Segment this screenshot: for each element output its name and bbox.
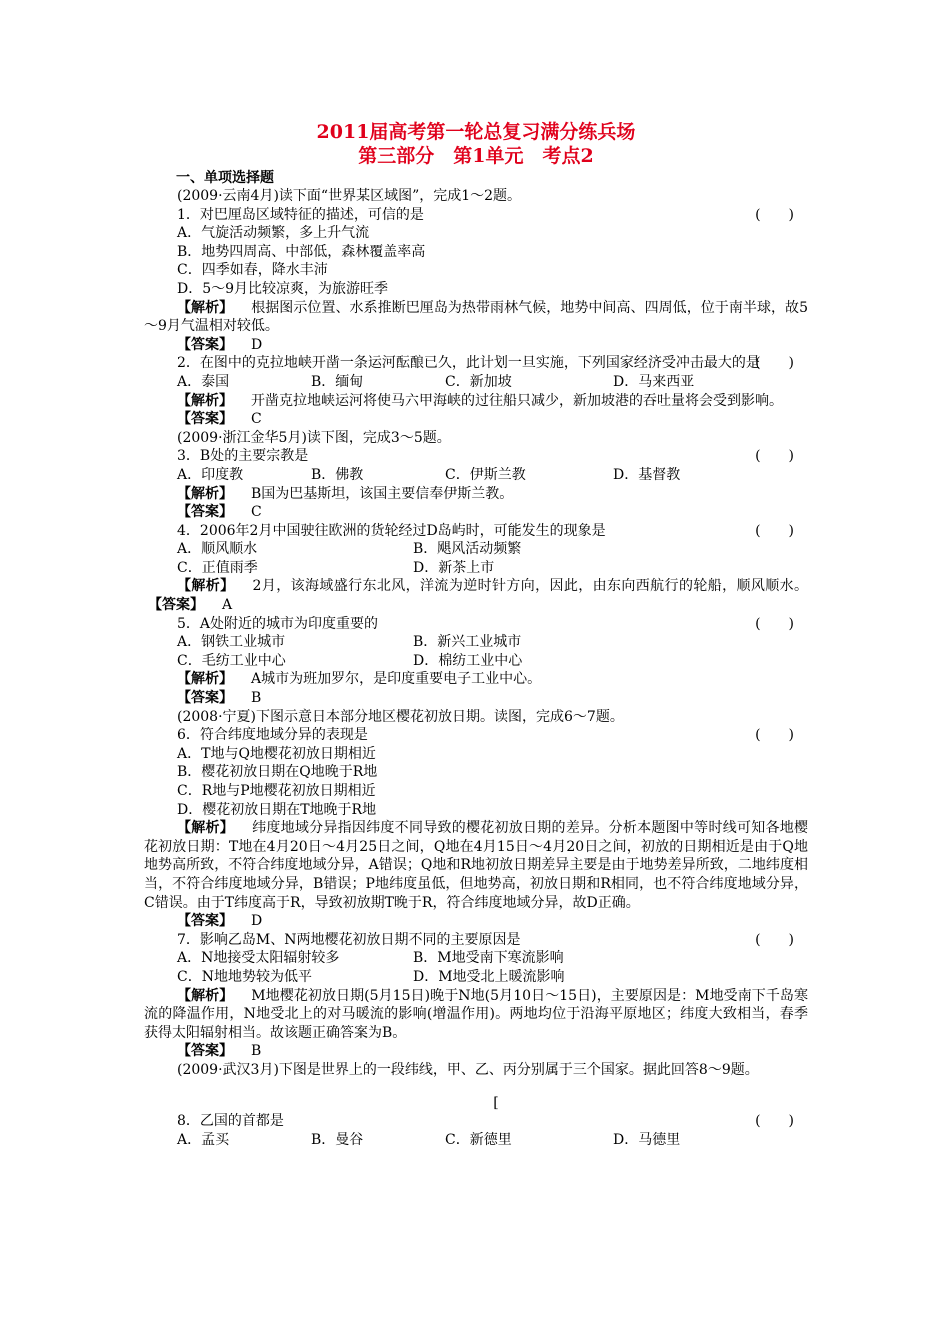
doc-title-line1: 2011届高考第一轮总复习满分练兵场: [316, 121, 636, 143]
answer-bracket: ( ): [755, 448, 794, 465]
q3-answer-value: C: [251, 504, 262, 521]
q7-options-cd: [144, 968, 808, 987]
q2-analysis-text: 开凿克拉地峡运河将使马六甲海峡的过往船只减少，新加坡港的吞吐量将会受到影响。: [251, 392, 783, 409]
question-6: [144, 726, 808, 745]
answer-bracket: ( ): [755, 1113, 794, 1130]
doc-title-line2: 第三部分 第1单元 考点2: [358, 145, 594, 167]
q7-analysis-text: M地樱花初放日期(5月15日)晚于N地(5月10日～15日)，主要原因是：M地受南下千岛寒流的降温作用，N地受北上的对马暖流的影响(增温作用)。两地均位于沿海平原地区；纬度大致相当，春季获得太阳辐射相当。故该题正确答案为B。: [144, 987, 808, 1041]
q8-option-c: C．新德里: [445, 1131, 512, 1148]
q6-option-d: D．樱花初放日期在T地晚于R地: [177, 801, 377, 818]
q4-options-cd: [144, 559, 808, 578]
q4-option-d: D．新茶上市: [413, 559, 495, 576]
analysis-tag: 【解析】: [177, 671, 233, 688]
q7-option-b: B．M地受南下寒流影响: [413, 950, 564, 967]
question-6-stem: 6．符合纬度地域分异的表现是: [177, 727, 368, 744]
q2-option-c: C．新加坡: [445, 373, 512, 390]
question-1-stem: 1．对巴厘岛区域特征的描述，可信的是: [177, 206, 424, 223]
answer-tag: 【答案】: [148, 597, 204, 614]
q1-option-d: D．5～9月比较凉爽，为旅游旺季: [177, 280, 389, 297]
question-1: [144, 206, 808, 225]
q3-options: [144, 466, 808, 485]
q2-answer-value: C: [251, 411, 262, 428]
answer-tag: 【答案】: [177, 690, 233, 707]
q7-options-ab: [144, 949, 808, 968]
q2-option-b: B．缅甸: [311, 373, 364, 390]
q1-answer-value: D: [251, 336, 263, 353]
answer-bracket: ( ): [755, 522, 794, 539]
q7-option-d: D．M地受北上暖流影响: [413, 968, 565, 985]
q5-options-cd: [144, 652, 808, 671]
q7-option-c: C．N地地势较为低平: [177, 968, 312, 985]
q7-answer: [144, 1042, 808, 1061]
q2-option-d: D．马来西亚: [613, 373, 695, 390]
q5-option-d: D．棉纺工业中心: [413, 652, 523, 669]
intro-q6-7: (2008·宁夏)下图示意日本部分地区樱花初放日期。读图，完成6～7题。: [177, 708, 624, 725]
q2-options: [144, 373, 808, 392]
question-3: [144, 447, 808, 466]
q5-option-c: C．毛纺工业中心: [177, 652, 286, 669]
q5-answer: [144, 689, 808, 708]
q3-option-c: C．伊斯兰教: [445, 466, 526, 483]
q4-option-a: A．顺风顺水: [177, 541, 258, 558]
answer-tag: 【答案】: [177, 336, 233, 353]
question-8-stem: 8．乙国的首都是: [177, 1113, 284, 1130]
q2-analysis: [144, 392, 808, 411]
q4-analysis-text: 2月，该海域盛行东北风，洋流为逆时针方向，因此，由东向西航行的轮船，顺风顺水。: [252, 578, 809, 595]
q6-answer: [144, 912, 808, 931]
question-3-stem: 3．B处的主要宗教是: [177, 448, 309, 465]
q6-analysis-text: 纬度地域分异指因纬度不同导致的樱花初放日期的差异。分析本题图中等时线可知各地樱花初放日期：T地在4月20日～4月25日之间，Q地在4月15日～4月20日之间，初放的日期相近是由于Q地地势高所致，不符合纬度地域分异，A错误；Q地和R地初放日期差异主要是由于地势差异所致，二地纬度相当，不符合纬度地域分异，B错误；P地纬度虽低，但地势高，初放日期和R相同，也不符合纬度地域分异，C错误。由于T纬度高于R，导致初放期T晚于R，符合纬度地域分异，故D正确。: [144, 820, 809, 911]
answer-tag: 【答案】: [177, 504, 233, 521]
q6-answer-value: D: [251, 913, 263, 930]
question-4: [144, 522, 808, 541]
question-2-stem: 2．在图中的克拉地峡开凿一条运河酝酿已久，此计划一旦实施，下列国家经济受冲击最大的是: [177, 355, 760, 372]
q6-option-b: B．樱花初放日期在Q地晚于R地: [177, 764, 378, 781]
q7-answer-value: B: [251, 1043, 262, 1060]
question-7-stem: 7．影响乙岛M、N两地樱花初放日期不同的主要原因是: [177, 931, 521, 948]
answer-bracket: ( ): [755, 615, 794, 632]
q7-analysis: [144, 987, 808, 1043]
intro-q3-5: (2009·浙江金华5月)读下图，完成3～5题。: [177, 429, 451, 446]
q5-analysis: [144, 670, 808, 689]
q6-option-a: A．T地与Q地樱花初放日期相近: [177, 745, 376, 762]
q3-option-d: D．基督教: [613, 466, 681, 483]
q4-answer-value: A: [222, 597, 233, 614]
q5-option-a: A．钢铁工业城市: [177, 634, 286, 651]
question-7: [144, 931, 808, 950]
q3-analysis: [144, 485, 808, 504]
q6-analysis: [144, 819, 808, 912]
answer-bracket: ( ): [755, 931, 794, 948]
intro-q1-2: (2009·云南4月)读下面“世界某区域图”，完成1～2题。: [177, 188, 522, 204]
question-8: [144, 1112, 808, 1131]
q2-option-a: A．泰国: [177, 373, 230, 390]
analysis-tag: 【解析】: [177, 820, 235, 837]
q1-option-c: C．四季如春，降水丰沛: [177, 262, 328, 279]
q5-analysis-text: A城市为班加罗尔，是印度重要电子工业中心。: [251, 671, 542, 688]
section-heading: 一、单项选择题: [176, 170, 274, 186]
q4-option-b: B．飓风活动频繁: [413, 541, 522, 558]
analysis-tag: 【解析】: [177, 578, 235, 595]
q3-option-b: B．佛教: [311, 466, 364, 483]
question-4-stem: 4．2006年2月中国驶往欧洲的货轮经过D岛屿时，可能发生的现象是: [177, 522, 606, 539]
answer-bracket: ( ): [755, 727, 794, 744]
stray-bracket: [: [493, 1094, 499, 1111]
q5-answer-value: B: [251, 690, 262, 707]
q2-answer: [144, 410, 808, 429]
document-page: [144, 120, 808, 1149]
question-5-stem: 5．A处附近的城市为印度重要的: [177, 615, 379, 632]
q7-option-a: A．N地接受太阳辐射较多: [177, 950, 340, 967]
q1-option-a: A．气旋活动频繁，多上升气流: [177, 225, 370, 242]
q8-options: [144, 1131, 808, 1150]
q3-option-a: A．印度教: [177, 466, 244, 483]
answer-bracket: ( ): [755, 206, 794, 223]
analysis-tag: 【解析】: [177, 485, 233, 502]
analysis-tag: 【解析】: [177, 987, 234, 1004]
q1-answer: [144, 336, 808, 355]
q5-options-ab: [144, 633, 808, 652]
q4-options-ab: [144, 540, 808, 559]
q3-answer: [144, 503, 808, 522]
q8-option-b: B．曼谷: [311, 1131, 364, 1148]
question-5: [144, 615, 808, 634]
answer-bracket: ( ): [755, 355, 794, 372]
q8-option-a: A．孟买: [177, 1131, 230, 1148]
q1-option-b: B．地势四周高、中部低，森林覆盖率高: [177, 243, 426, 260]
answer-tag: 【答案】: [177, 913, 233, 930]
answer-tag: 【答案】: [177, 1043, 233, 1060]
q6-option-c: C．R地与P地樱花初放日期相近: [177, 783, 376, 799]
question-2: [144, 354, 808, 373]
answer-tag: 【答案】: [177, 411, 233, 428]
q1-analysis-text: 根据图示位置、水系推断巴厘岛为热带雨林气候，地势中间高、四周低，位于南半球，故5～9月气温相对较低。: [144, 299, 809, 335]
intro-q8-9: (2009·武汉3月)下图是世界上的一段纬线，甲、乙、丙分别属于三个国家。据此回答8～9题。: [177, 1061, 759, 1078]
q3-analysis-text: B国为巴基斯坦，该国主要信奉伊斯兰教。: [251, 485, 514, 502]
analysis-tag: 【解析】: [177, 299, 234, 316]
q4-analysis: [144, 577, 808, 614]
q4-option-c: C．正值雨季: [177, 559, 258, 576]
q5-option-b: B．新兴工业城市: [413, 634, 522, 651]
q1-analysis: [144, 299, 808, 336]
analysis-tag: 【解析】: [177, 392, 233, 409]
q8-option-d: D．马德里: [613, 1131, 681, 1148]
